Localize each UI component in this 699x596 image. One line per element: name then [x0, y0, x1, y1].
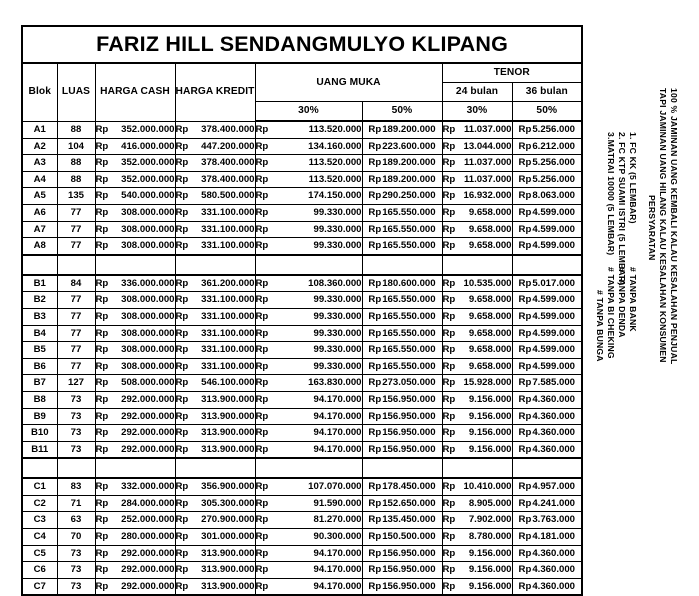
cell-tenor-24: Rp 7.902.000 [442, 512, 512, 529]
table-spacer-row [22, 458, 582, 478]
cell-tenor-24: Rp 8.905.000 [442, 495, 512, 512]
col-header-tenor-30: 30% [442, 102, 512, 122]
cell-blok: A7 [22, 221, 57, 238]
table-row [22, 275, 582, 292]
cell-blok: B5 [22, 342, 57, 359]
cell-tenor-24: Rp 9.658.000 [442, 325, 512, 342]
cell-harga-cash: Rp 332.000.000 [95, 478, 175, 495]
cell-uang-muka-30: Rp 94.170.000 [255, 425, 362, 442]
cell-harga-kredit: Rp 378.400.000 [175, 121, 255, 138]
cell-uang-muka-30: Rp 99.330.000 [255, 292, 362, 309]
note-guarantee-line-1: 100 % JAMINAN UANG KEMBALI KALAU KESALAHAN PENJUAL [669, 88, 679, 365]
cell-blok: A3 [22, 155, 57, 172]
cell-harga-kredit: Rp 378.400.000 [175, 155, 255, 172]
col-header-tenor-24: 24 bulan [442, 83, 512, 102]
spacer-cell [362, 458, 442, 478]
cell-uang-muka-30: Rp 107.070.000 [255, 478, 362, 495]
cell-uang-muka-30: Rp 94.170.000 [255, 408, 362, 425]
table-row [22, 425, 582, 442]
col-header-harga-kredit: HARGA KREDIT [175, 63, 255, 121]
cell-uang-muka-50: Rp 156.950.000 [362, 441, 442, 458]
cell-harga-kredit: Rp 313.900.000 [175, 425, 255, 442]
cell-harga-cash: Rp 352.000.000 [95, 171, 175, 188]
cell-uang-muka-30: Rp 94.170.000 [255, 562, 362, 579]
table-row [22, 478, 582, 495]
cell-tenor-36: Rp 4.599.000 [512, 358, 582, 375]
cell-tenor-24: Rp 11.037.000 [442, 171, 512, 188]
cell-tenor-24: Rp 9.658.000 [442, 238, 512, 255]
cell-harga-cash: Rp 416.000.000 [95, 138, 175, 155]
cell-harga-cash: Rp 280.000.000 [95, 529, 175, 546]
cell-blok: B10 [22, 425, 57, 442]
cell-uang-muka-30: Rp 99.330.000 [255, 358, 362, 375]
cell-luas: 135 [57, 188, 95, 205]
cell-tenor-36: Rp 5.256.000 [512, 171, 582, 188]
cell-uang-muka-30: Rp 90.300.000 [255, 529, 362, 546]
cell-harga-cash: Rp 252.000.000 [95, 512, 175, 529]
table-row [22, 121, 582, 138]
cell-harga-kredit: Rp 305.300.000 [175, 495, 255, 512]
cell-tenor-24: Rp 9.156.000 [442, 562, 512, 579]
cell-uang-muka-50: Rp 273.050.000 [362, 375, 442, 392]
cell-harga-cash: Rp 292.000.000 [95, 408, 175, 425]
cell-uang-muka-30: Rp 94.170.000 [255, 578, 362, 595]
cell-harga-cash: Rp 308.000.000 [95, 342, 175, 359]
cell-uang-muka-30: Rp 91.590.000 [255, 495, 362, 512]
cell-blok: C6 [22, 562, 57, 579]
cell-harga-kredit: Rp 331.100.000 [175, 221, 255, 238]
table-header [22, 26, 582, 121]
cell-harga-kredit: Rp 378.400.000 [175, 171, 255, 188]
cell-tenor-36: Rp 4.241.000 [512, 495, 582, 512]
spacer-cell [255, 458, 362, 478]
table-row [22, 138, 582, 155]
cell-luas: 77 [57, 204, 95, 221]
cell-harga-kredit: Rp 313.900.000 [175, 562, 255, 579]
cell-luas: 77 [57, 238, 95, 255]
cell-blok: A1 [22, 121, 57, 138]
cell-uang-muka-30: Rp 108.360.000 [255, 275, 362, 292]
note-guarantee-line-2: TAPI JAMINAN UANG HILANG KALAU KESALAHAN KONSUMEN [658, 88, 668, 363]
cell-tenor-36: Rp 4.360.000 [512, 545, 582, 562]
cell-blok: B9 [22, 408, 57, 425]
note-requirement-3: 3.MATRAI 10000 (5 LEMBAR) [606, 132, 616, 256]
cell-tenor-36: Rp 4.599.000 [512, 342, 582, 359]
cell-luas: 77 [57, 221, 95, 238]
cell-tenor-24: Rp 9.156.000 [442, 441, 512, 458]
cell-tenor-36: Rp 4.360.000 [512, 562, 582, 579]
cell-uang-muka-50: Rp 189.200.000 [362, 155, 442, 172]
cell-luas: 70 [57, 529, 95, 546]
cell-harga-kredit: Rp 546.100.000 [175, 375, 255, 392]
cell-harga-cash: Rp 308.000.000 [95, 325, 175, 342]
cell-harga-kredit: Rp 313.900.000 [175, 441, 255, 458]
cell-luas: 73 [57, 578, 95, 595]
table-row [22, 529, 582, 546]
cell-luas: 73 [57, 562, 95, 579]
cell-uang-muka-50: Rp 165.550.000 [362, 221, 442, 238]
cell-luas: 77 [57, 358, 95, 375]
cell-tenor-36: Rp 4.360.000 [512, 391, 582, 408]
cell-blok: B3 [22, 308, 57, 325]
spacer-cell [175, 458, 255, 478]
cell-uang-muka-30: Rp 99.330.000 [255, 238, 362, 255]
col-header-tenor-36: 36 bulan [512, 83, 582, 102]
cell-tenor-24: Rp 9.156.000 [442, 425, 512, 442]
cell-luas: 83 [57, 478, 95, 495]
table-row [22, 545, 582, 562]
cell-blok: B1 [22, 275, 57, 292]
cell-luas: 73 [57, 408, 95, 425]
cell-blok: B7 [22, 375, 57, 392]
table-row [22, 221, 582, 238]
cell-uang-muka-50: Rp 189.200.000 [362, 171, 442, 188]
cell-harga-kredit: Rp 447.200.000 [175, 138, 255, 155]
cell-blok: C3 [22, 512, 57, 529]
cell-tenor-36: Rp 4.599.000 [512, 238, 582, 255]
cell-tenor-24: Rp 13.044.000 [442, 138, 512, 155]
cell-uang-muka-30: Rp 163.830.000 [255, 375, 362, 392]
cell-tenor-36: Rp 4.360.000 [512, 408, 582, 425]
cell-uang-muka-30: Rp 99.330.000 [255, 342, 362, 359]
cell-harga-cash: Rp 308.000.000 [95, 358, 175, 375]
cell-uang-muka-50: Rp 156.950.000 [362, 578, 442, 595]
cell-harga-cash: Rp 284.000.000 [95, 495, 175, 512]
cell-tenor-24: Rp 11.037.000 [442, 155, 512, 172]
table-row [22, 391, 582, 408]
spacer-cell [512, 458, 582, 478]
spacer-cell [22, 255, 57, 275]
table-row [22, 155, 582, 172]
cell-harga-kredit: Rp 331.100.000 [175, 325, 255, 342]
col-header-harga-cash: HARGA CASH [95, 63, 175, 121]
table-row [22, 292, 582, 309]
cell-blok: B11 [22, 441, 57, 458]
col-header-um-30: 30% [255, 102, 362, 122]
cell-uang-muka-50: Rp 178.450.000 [362, 478, 442, 495]
cell-tenor-36: Rp 5.256.000 [512, 155, 582, 172]
cell-uang-muka-30: Rp 99.330.000 [255, 325, 362, 342]
cell-uang-muka-50: Rp 165.550.000 [362, 292, 442, 309]
cell-tenor-36: Rp 4.181.000 [512, 529, 582, 546]
cell-harga-cash: Rp 540.000.000 [95, 188, 175, 205]
col-header-blok: Blok [22, 63, 57, 121]
cell-harga-cash: Rp 292.000.000 [95, 441, 175, 458]
cell-uang-muka-30: Rp 113.520.000 [255, 121, 362, 138]
cell-harga-cash: Rp 292.000.000 [95, 425, 175, 442]
title-row [22, 26, 582, 63]
cell-blok: C4 [22, 529, 57, 546]
cell-uang-muka-50: Rp 165.550.000 [362, 325, 442, 342]
price-table-container [21, 25, 581, 596]
cell-tenor-24: Rp 10.410.000 [442, 478, 512, 495]
cell-uang-muka-50: Rp 156.950.000 [362, 545, 442, 562]
cell-uang-muka-30: Rp 134.160.000 [255, 138, 362, 155]
cell-harga-cash: Rp 508.000.000 [95, 375, 175, 392]
spacer-cell [175, 255, 255, 275]
cell-tenor-36: Rp 4.599.000 [512, 204, 582, 221]
spacer-cell [95, 458, 175, 478]
badge-tanpa-denda: # TANPA DENDA [617, 267, 627, 338]
cell-uang-muka-50: Rp 156.950.000 [362, 408, 442, 425]
cell-luas: 104 [57, 138, 95, 155]
cell-uang-muka-50: Rp 156.950.000 [362, 562, 442, 579]
cell-uang-muka-30: Rp 99.330.000 [255, 204, 362, 221]
cell-blok: A2 [22, 138, 57, 155]
cell-blok: A4 [22, 171, 57, 188]
col-header-uang-muka: UANG MUKA [255, 63, 442, 102]
table-spacer-row [22, 255, 582, 275]
cell-luas: 73 [57, 545, 95, 562]
cell-harga-kredit: Rp 331.100.000 [175, 204, 255, 221]
cell-harga-cash: Rp 336.000.000 [95, 275, 175, 292]
cell-luas: 77 [57, 292, 95, 309]
table-row [22, 562, 582, 579]
badge-tanpa-bi-cheking: # TANPA BI CHEKING [606, 267, 616, 359]
cell-harga-cash: Rp 308.000.000 [95, 238, 175, 255]
badge-tanpa-bank: # TANPA BANK [628, 267, 638, 332]
cell-luas: 77 [57, 325, 95, 342]
cell-uang-muka-50: Rp 150.500.000 [362, 529, 442, 546]
cell-tenor-36: Rp 6.212.000 [512, 138, 582, 155]
table-row [22, 408, 582, 425]
cell-luas: 77 [57, 308, 95, 325]
cell-harga-kredit: Rp 270.900.000 [175, 512, 255, 529]
cell-uang-muka-30: Rp 94.170.000 [255, 391, 362, 408]
spacer-cell [95, 255, 175, 275]
note-requirements-title: PERSYARATAN [647, 195, 657, 261]
cell-harga-kredit: Rp 331.100.000 [175, 358, 255, 375]
cell-uang-muka-50: Rp 152.650.000 [362, 495, 442, 512]
cell-luas: 84 [57, 275, 95, 292]
cell-tenor-24: Rp 9.156.000 [442, 578, 512, 595]
cell-blok: C2 [22, 495, 57, 512]
cell-harga-kredit: Rp 361.200.000 [175, 275, 255, 292]
spacer-cell [362, 255, 442, 275]
col-header-tenor: TENOR [442, 63, 582, 83]
cell-harga-cash: Rp 352.000.000 [95, 155, 175, 172]
cell-luas: 88 [57, 171, 95, 188]
cell-tenor-24: Rp 15.928.000 [442, 375, 512, 392]
cell-uang-muka-50: Rp 165.550.000 [362, 358, 442, 375]
table-row [22, 358, 582, 375]
cell-harga-kredit: Rp 301.000.000 [175, 529, 255, 546]
cell-tenor-36: Rp 4.360.000 [512, 578, 582, 595]
cell-uang-muka-50: Rp 290.250.000 [362, 188, 442, 205]
cell-uang-muka-30: Rp 99.330.000 [255, 308, 362, 325]
cell-tenor-24: Rp 9.658.000 [442, 292, 512, 309]
cell-blok: C1 [22, 478, 57, 495]
cell-harga-cash: Rp 308.000.000 [95, 204, 175, 221]
table-row [22, 342, 582, 359]
cell-luas: 73 [57, 441, 95, 458]
cell-luas: 73 [57, 391, 95, 408]
cell-tenor-24: Rp 9.658.000 [442, 342, 512, 359]
cell-tenor-24: Rp 8.780.000 [442, 529, 512, 546]
note-requirement-1: 1. FC KK (5 LEMBAR) [628, 132, 638, 224]
cell-tenor-36: Rp 4.599.000 [512, 292, 582, 309]
table-body [22, 121, 582, 595]
table-row [22, 204, 582, 221]
cell-uang-muka-30: Rp 81.270.000 [255, 512, 362, 529]
table-row [22, 238, 582, 255]
cell-uang-muka-50: Rp 156.950.000 [362, 391, 442, 408]
cell-harga-kredit: Rp 331.100.000 [175, 308, 255, 325]
note-requirement-2: 2. FC KTP SUAMI ISTRI (5 LEMBAR) [617, 132, 627, 286]
cell-uang-muka-50: Rp 180.600.000 [362, 275, 442, 292]
spacer-cell [22, 458, 57, 478]
cell-uang-muka-50: Rp 165.550.000 [362, 308, 442, 325]
table-row [22, 441, 582, 458]
cell-tenor-24: Rp 9.156.000 [442, 545, 512, 562]
cell-tenor-36: Rp 4.599.000 [512, 221, 582, 238]
cell-harga-kredit: Rp 356.900.000 [175, 478, 255, 495]
col-header-tenor-50: 50% [512, 102, 582, 122]
cell-blok: A5 [22, 188, 57, 205]
cell-harga-kredit: Rp 313.900.000 [175, 545, 255, 562]
cell-harga-cash: Rp 292.000.000 [95, 545, 175, 562]
cell-uang-muka-30: Rp 94.170.000 [255, 545, 362, 562]
cell-uang-muka-50: Rp 156.950.000 [362, 425, 442, 442]
cell-tenor-24: Rp 9.156.000 [442, 391, 512, 408]
cell-luas: 71 [57, 495, 95, 512]
cell-harga-kredit: Rp 313.900.000 [175, 408, 255, 425]
table-row [22, 188, 582, 205]
cell-tenor-36: Rp 4.360.000 [512, 425, 582, 442]
table-row [22, 171, 582, 188]
notes-panel [583, 0, 699, 556]
cell-blok: C5 [22, 545, 57, 562]
cell-harga-kredit: Rp 331.100.000 [175, 342, 255, 359]
table-row [22, 308, 582, 325]
cell-blok: A8 [22, 238, 57, 255]
cell-harga-cash: Rp 292.000.000 [95, 562, 175, 579]
cell-tenor-24: Rp 9.658.000 [442, 221, 512, 238]
cell-uang-muka-50: Rp 165.550.000 [362, 342, 442, 359]
cell-tenor-36: Rp 7.585.000 [512, 375, 582, 392]
cell-tenor-36: Rp 8.063.000 [512, 188, 582, 205]
cell-harga-kredit: Rp 313.900.000 [175, 391, 255, 408]
cell-blok: B2 [22, 292, 57, 309]
cell-tenor-24: Rp 16.932.000 [442, 188, 512, 205]
cell-uang-muka-30: Rp 94.170.000 [255, 441, 362, 458]
cell-tenor-36: Rp 4.599.000 [512, 308, 582, 325]
cell-luas: 88 [57, 155, 95, 172]
badge-tanpa-bunga: # TANPA BUNGA [595, 290, 605, 362]
cell-harga-cash: Rp 352.000.000 [95, 121, 175, 138]
spacer-cell [57, 458, 95, 478]
spacer-cell [442, 458, 512, 478]
cell-harga-kredit: Rp 331.100.000 [175, 238, 255, 255]
table-row [22, 375, 582, 392]
cell-uang-muka-50: Rp 165.550.000 [362, 238, 442, 255]
spacer-cell [57, 255, 95, 275]
cell-tenor-36: Rp 5.256.000 [512, 121, 582, 138]
cell-tenor-24: Rp 11.037.000 [442, 121, 512, 138]
col-header-luas: LUAS [57, 63, 95, 121]
cell-harga-cash: Rp 308.000.000 [95, 308, 175, 325]
cell-blok: C7 [22, 578, 57, 595]
cell-blok: B8 [22, 391, 57, 408]
cell-harga-cash: Rp 308.000.000 [95, 292, 175, 309]
cell-harga-cash: Rp 292.000.000 [95, 578, 175, 595]
cell-uang-muka-50: Rp 165.550.000 [362, 204, 442, 221]
cell-luas: 127 [57, 375, 95, 392]
cell-tenor-24: Rp 10.535.000 [442, 275, 512, 292]
cell-tenor-36: Rp 3.763.000 [512, 512, 582, 529]
cell-blok: B4 [22, 325, 57, 342]
table-row [22, 512, 582, 529]
cell-uang-muka-30: Rp 174.150.000 [255, 188, 362, 205]
cell-tenor-24: Rp 9.658.000 [442, 308, 512, 325]
cell-blok: A6 [22, 204, 57, 221]
cell-luas: 73 [57, 425, 95, 442]
cell-luas: 77 [57, 342, 95, 359]
table-row [22, 578, 582, 595]
cell-tenor-36: Rp 5.017.000 [512, 275, 582, 292]
cell-tenor-24: Rp 9.658.000 [442, 204, 512, 221]
table-row [22, 325, 582, 342]
spacer-cell [255, 255, 362, 275]
cell-uang-muka-30: Rp 113.520.000 [255, 155, 362, 172]
cell-uang-muka-50: Rp 189.200.000 [362, 121, 442, 138]
cell-uang-muka-50: Rp 135.450.000 [362, 512, 442, 529]
cell-harga-cash: Rp 308.000.000 [95, 221, 175, 238]
page-title: FARIZ HILL SENDANGMULYO KLIPANG [22, 26, 582, 63]
cell-luas: 88 [57, 121, 95, 138]
cell-harga-kredit: Rp 313.900.000 [175, 578, 255, 595]
table-row [22, 495, 582, 512]
spacer-cell [442, 255, 512, 275]
col-header-um-50: 50% [362, 102, 442, 122]
cell-tenor-24: Rp 9.658.000 [442, 358, 512, 375]
cell-harga-kredit: Rp 580.500.000 [175, 188, 255, 205]
cell-harga-kredit: Rp 331.100.000 [175, 292, 255, 309]
cell-tenor-24: Rp 9.156.000 [442, 408, 512, 425]
price-table [21, 25, 583, 596]
cell-tenor-36: Rp 4.957.000 [512, 478, 582, 495]
header-row-1 [22, 63, 582, 83]
cell-tenor-36: Rp 4.360.000 [512, 441, 582, 458]
cell-uang-muka-30: Rp 99.330.000 [255, 221, 362, 238]
cell-blok: B6 [22, 358, 57, 375]
cell-uang-muka-50: Rp 223.600.000 [362, 138, 442, 155]
cell-harga-cash: Rp 292.000.000 [95, 391, 175, 408]
cell-tenor-36: Rp 4.599.000 [512, 325, 582, 342]
cell-luas: 63 [57, 512, 95, 529]
cell-uang-muka-30: Rp 113.520.000 [255, 171, 362, 188]
spacer-cell [512, 255, 582, 275]
